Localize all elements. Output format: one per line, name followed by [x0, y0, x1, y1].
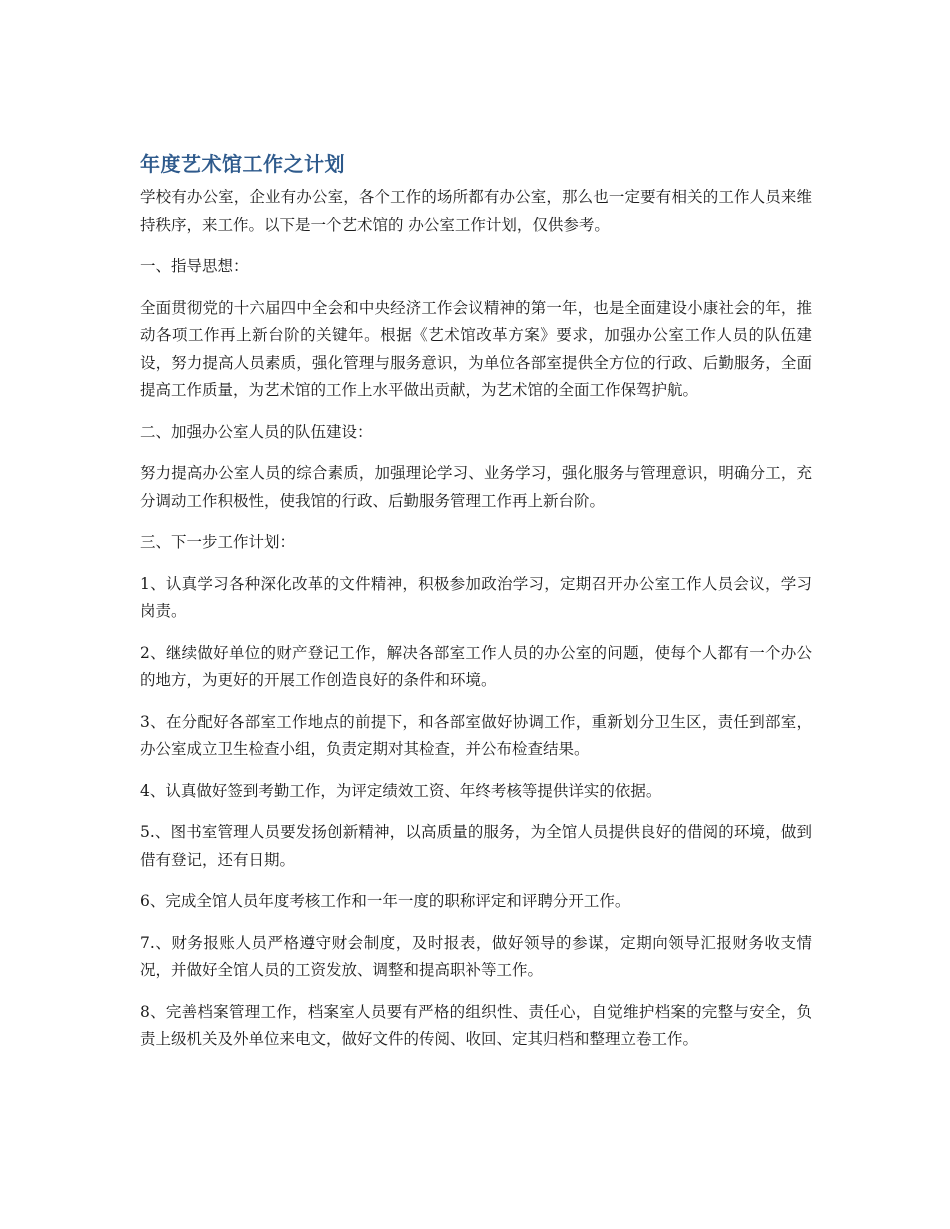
- page-title: 年度艺术馆工作之计划: [140, 152, 345, 176]
- plan-item-1: 1、认真学习各种深化改革的文件精神，积极参加政治学习，定期召开办公室工作人员会议，学习岗责。: [140, 574, 812, 620]
- plan-item-3: 3、在分配好各部室工作地点的前提下，和各部室做好协调工作，重新划分卫生区，责任到部室，办公室成立卫生检查小组，负责定期对其检查，并公布检查结果。: [140, 712, 812, 758]
- plan-item-6: 6、完成全馆人员年度考核工作和一年一度的职称评定和评聘分开工作。: [140, 892, 631, 910]
- plan-item-4: 4、认真做好签到考勤工作，为评定绩效工资、年终考核等提供详实的依据。: [140, 781, 662, 800]
- section-heading-work-plan: 三、下一步工作计划：: [140, 533, 296, 551]
- plan-item-8: 8、完善档案管理工作，档案室人员要有严格的组织性、责任心，自觉维护档案的完整与安全，负责上级机关及外单位来电文，做好文件的传阅、收回、定其归档和整理立卷工作。: [140, 1002, 812, 1048]
- intro-paragraph: 学校有办公室，企业有办公室，各个工作的场所都有办公室，那么也一定要有相关的工作人员来维持秩序，来工作。以下是一个艺术馆的 办公室工作计划，仅供参考。: [140, 188, 812, 234]
- guiding-thought-paragraph: 全面贯彻党的十六届四中全会和中央经济工作会议精神的第一年，也是全面建设小康社会的年，推动各项工作再上新台阶的关键年。根据《艺术馆改革方案》要求，加强办公室工作人员的队伍建设，努力提高人员素质，强化管理与服务意识，为单位各部室提供全方位的行政、后勤服务，全面提高工作质量，为艺术馆的工作上水平做出贡献，为艺术馆的全面工作保驾护航。: [140, 298, 812, 399]
- team-building-paragraph: 努力提高办公室人员的综合素质，加强理论学习、业务学习，强化服务与管理意识，明确分工，充分调动工作积极性，使我馆的行政、后勤服务管理工作再上新台阶。: [140, 464, 812, 510]
- plan-item-7: 7.、财务报账人员严格遵守财会制度，及时报表，做好领导的参谋，定期向领导汇报财务收支情况，并做好全馆人员的工资发放、调整和提高职补等工作。: [140, 933, 812, 979]
- section-heading-guiding-thought: 一、指导思想：: [140, 257, 249, 275]
- document-page: [140, 150, 812, 1068]
- section-heading-team-building: 二、加强办公室人员的队伍建设：: [140, 422, 373, 441]
- plan-item-2: 2、继续做好单位的财产登记工作，解决各部室工作人员的办公室的问题，使每个人都有一个办公的地方，为更好的开展工作创造良好的条件和环境。: [140, 643, 812, 689]
- plan-item-5: 5.、图书室管理人员要发扬创新精神，以高质量的服务，为全馆人员提供良好的借阅的环境，做到借有登记，还有日期。: [140, 823, 812, 869]
